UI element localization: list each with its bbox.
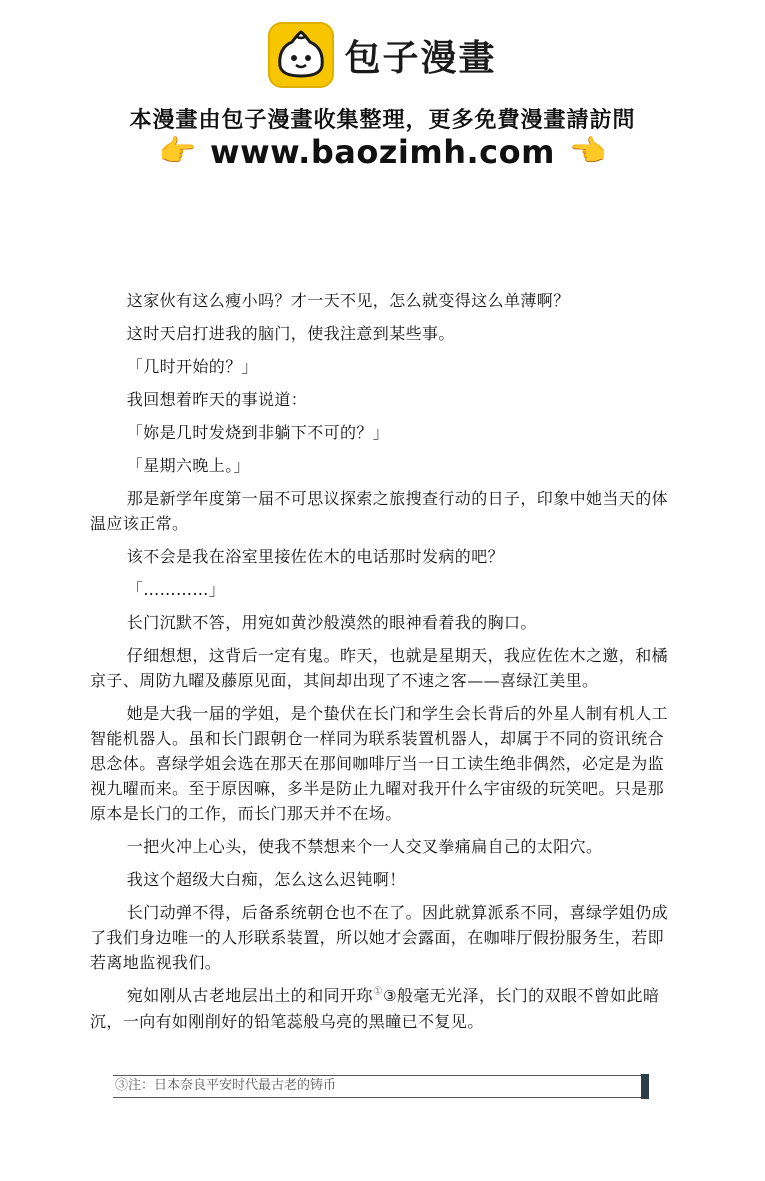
paragraph: 该不会是我在浴室里接佐佐木的电话那时发病的吧？ bbox=[126, 547, 504, 566]
dialogue-line: 「…………」 bbox=[126, 580, 226, 599]
dialogue-line: 「几时开始的？」 bbox=[126, 357, 258, 376]
paragraph-text: 般毫无光泽，长门的双眼不曾如此暗沉，一向有如刚削好的铅笔蕊般乌亮的黑瞳已不复见。 bbox=[90, 986, 660, 1031]
dialogue-line: 「妳是几时发烧到非躺下不可的？」 bbox=[126, 423, 390, 442]
footnote-mark: ③ bbox=[115, 1078, 129, 1093]
paragraph: 那是新学年度第一届不可思议探索之旅搜查行动的日子，印象中她当天的体温应该正常。 bbox=[90, 489, 668, 533]
paragraph: 我回想着昨天的事说道： bbox=[126, 390, 308, 409]
paragraph: 长门沉默不答，用宛如黄沙般漠然的眼神看着我的胸口。 bbox=[126, 613, 537, 632]
paragraph: 仔细想想，这背后一定有鬼。昨天，也就是星期天，我应佐佐木之邀，和橘京子、周防九曜及藤原见面，其间却出现了不速之客——喜绿江美里。 bbox=[90, 646, 668, 690]
url-row bbox=[0, 133, 765, 171]
footnote-text: 注：日本奈良平安时代最古老的铸币 bbox=[128, 1078, 337, 1093]
paragraph: 我这个超级大白痴，怎么这么迟钝啊！ bbox=[126, 870, 406, 889]
paragraph: 这家伙有这么瘦小吗？才一天不见，怎么就变得这么单薄啊？ bbox=[126, 291, 570, 310]
paragraph: 她是大我一届的学姐，是个蛰伏在长门和学生会长背后的外星人制有机人工智能机器人。虽和长门跟朝仓一样同为联系装置机器人，却属于不同的资讯统合思念体。喜绿学姐会选在那天在那间咖啡厅当一日工读生绝非偶然，必定是为监视九曜而来。至于原因嘛，多半是防止九曜对我开什么宇宙级的玩笑吧。只是那原本是长门的工作，而长门那天并不在场。 bbox=[90, 704, 668, 823]
paragraph: 长门动弹不得，后备系统朝仓也不在了。因此就算派系不同，喜绿学姐仍成了我们身边唯一的人形联系装置，所以她才会露面，在咖啡厅假扮服务生，若即若离地监视我们。 bbox=[90, 903, 668, 972]
paragraph: 一把火冲上心头，使我不禁想来个一人交叉拳痛扁自己的太阳穴。 bbox=[126, 837, 603, 856]
novel-page-text bbox=[90, 288, 675, 1042]
paragraph: 这时天启打进我的脑门，使我注意到某些事。 bbox=[126, 324, 455, 343]
paragraph-with-footnote bbox=[90, 983, 675, 1034]
brand-name[interactable]: 包子漫畫 bbox=[344, 37, 497, 79]
logo-row bbox=[0, 22, 765, 88]
pointing-left-hand-icon: 👈 bbox=[568, 134, 607, 169]
dialogue-line: 「星期六晚上。」 bbox=[126, 456, 250, 475]
paragraph-text: 宛如刚从古老地层出土的和同开珎 bbox=[126, 986, 373, 1005]
footnote-reference[interactable]: ③ bbox=[383, 987, 397, 1005]
footnote-end-block bbox=[641, 1074, 649, 1099]
pointing-right-hand-icon: 👉 bbox=[158, 134, 197, 169]
site-url-link[interactable]: www.baozimh.com bbox=[210, 133, 555, 171]
footnote-superscript: ① bbox=[372, 984, 384, 998]
bun-logo-icon bbox=[268, 22, 334, 88]
banner-tagline: 本漫畫由包子漫畫收集整理，更多免費漫畫請訪問 bbox=[129, 108, 636, 133]
site-banner bbox=[0, 0, 765, 180]
footnote-bar bbox=[113, 1075, 643, 1098]
